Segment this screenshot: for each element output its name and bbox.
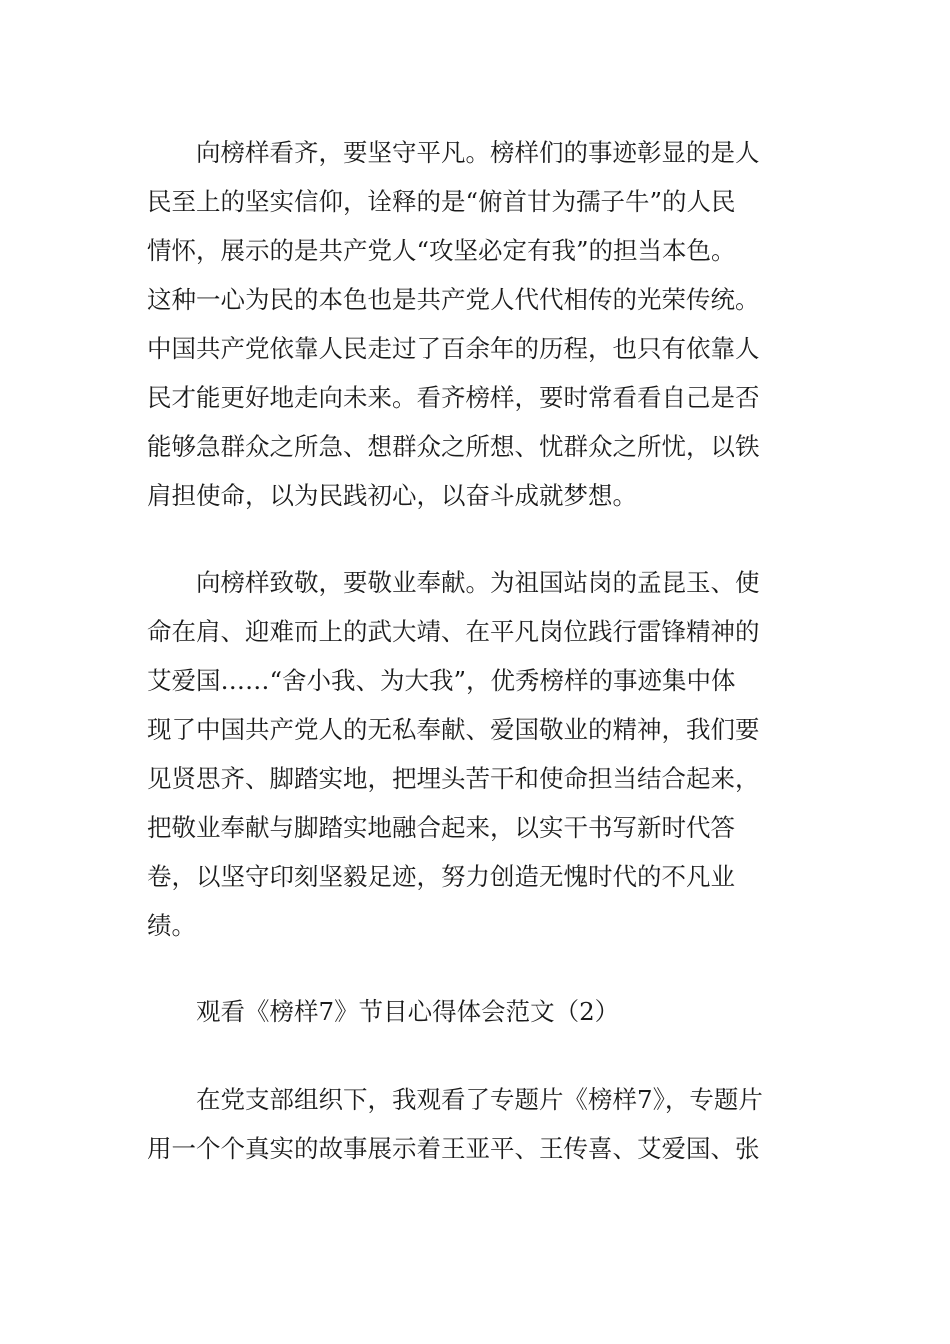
paragraph-1-line-8: 肩担使命，以为民践初心，以奋斗成就梦想。: [147, 481, 637, 510]
paragraph-1-line-3: 情怀，展示的是共产党人“攻坚必定有我”的担当本色。: [147, 236, 736, 265]
paragraph-2-line-3: 艾爱国……“舍小我、为大我”，优秀榜样的事迹集中体: [147, 666, 736, 695]
paragraph-2-line-6: 把敬业奉献与脚踏实地融合起来，以实干书写新时代答: [147, 813, 735, 842]
paragraph-3-line-1: 在党支部组织下，我观看了专题片《榜样7》，专题片: [196, 1085, 763, 1114]
paragraph-1-line-6: 民才能更好地走向未来。看齐榜样，要时常看看自己是否: [147, 383, 760, 412]
section-heading: 观看《榜样7》节目心得体会范文（2）: [196, 997, 620, 1026]
paragraph-2-line-7: 卷，以坚守印刻坚毅足迹，努力创造无愧时代的不凡业: [147, 862, 735, 891]
paragraph-1-line-1: 向榜样看齐，要坚守平凡。榜样们的事迹彰显的是人: [196, 138, 760, 167]
paragraph-2-line-8: 绩。: [147, 911, 196, 940]
paragraph-1-line-4: 这种一心为民的本色也是共产党人代代相传的光荣传统。: [147, 285, 760, 314]
paragraph-1-line-2: 民至上的坚实信仰，诠释的是“俯首甘为孺子牛”的人民: [147, 187, 736, 216]
paragraph-2-line-4: 现了中国共产党人的无私奉献、爱国敬业的精神，我们要: [147, 715, 760, 744]
paragraph-1-line-5: 中国共产党依靠人民走过了百余年的历程，也只有依靠人: [147, 334, 760, 363]
paragraph-3-line-2: 用一个个真实的故事展示着王亚平、王传喜、艾爱国、张: [147, 1134, 760, 1163]
paragraph-2-line-5: 见贤思齐、脚踏实地，把埋头苦干和使命担当结合起来，: [147, 764, 760, 793]
paragraph-1-line-7: 能够急群众之所急、想群众之所想、忧群众之所忧，以铁: [147, 432, 760, 461]
paragraph-2-line-1: 向榜样致敬，要敬业奉献。为祖国站岗的孟昆玉、使: [196, 568, 760, 597]
paragraph-2-line-2: 命在肩、迎难而上的武大靖、在平凡岗位践行雷锋精神的: [147, 617, 760, 646]
